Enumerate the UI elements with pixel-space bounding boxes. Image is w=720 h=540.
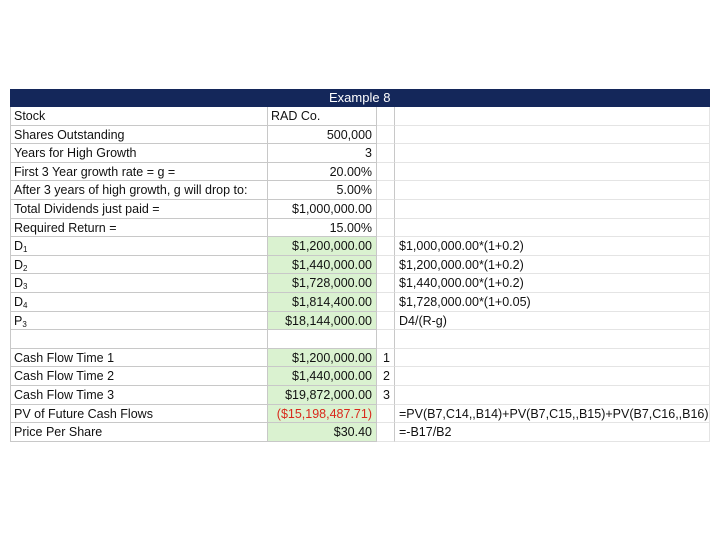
value-cell[interactable]: $1,814,400.00 <box>267 293 377 312</box>
note-cell[interactable] <box>395 107 710 126</box>
period-cell[interactable]: 3 <box>377 386 395 405</box>
table-row <box>10 256 710 275</box>
label-cell[interactable]: Required Return = <box>10 219 267 238</box>
empty-cell[interactable] <box>377 107 395 126</box>
empty-cell[interactable] <box>267 330 377 349</box>
empty-cell[interactable] <box>377 219 395 238</box>
label-cell[interactable]: Total Dividends just paid = <box>10 200 267 219</box>
note-cell[interactable] <box>395 349 710 368</box>
label-cell[interactable]: $D_3$ <box>10 274 267 293</box>
value-cell[interactable]: RAD Co. <box>267 107 377 126</box>
table-row <box>10 274 710 293</box>
note-cell[interactable]: $1,728,000.00*(1+0.05) <box>395 293 710 312</box>
empty-cell[interactable] <box>377 312 395 331</box>
table-row <box>10 349 710 368</box>
note-cell[interactable]: $1,200,000.00*(1+0.2) <box>395 256 710 275</box>
table-row <box>10 312 710 331</box>
table-row <box>10 386 710 405</box>
table-row <box>10 405 710 424</box>
note-cell[interactable] <box>395 386 710 405</box>
table-row <box>10 107 710 126</box>
label-cell[interactable]: $D_4$ <box>10 293 267 312</box>
empty-cell[interactable] <box>377 274 395 293</box>
table-row <box>10 163 710 182</box>
table-row <box>10 423 710 442</box>
note-cell[interactable]: $1,440,000.00*(1+0.2) <box>395 274 710 293</box>
empty-cell[interactable] <box>377 405 395 424</box>
value-cell[interactable]: $1,440,000.00 <box>267 256 377 275</box>
formula-cell[interactable]: =PV(B7,C14,,B14)+PV(B7,C15,,B15)+PV(B7,C16,,B16) <box>395 405 710 424</box>
note-cell[interactable] <box>395 163 710 182</box>
note-cell[interactable]: $1,000,000.00*(1+0.2) <box>395 237 710 256</box>
blank-row <box>10 330 710 349</box>
label-cell[interactable]: After 3 years of high growth, g will drop to: <box>10 181 267 200</box>
sheet-title: Example 8 <box>329 90 391 105</box>
label-cell[interactable]: Years for High Growth <box>10 144 267 163</box>
empty-cell[interactable] <box>377 237 395 256</box>
value-cell[interactable]: $1,440,000.00 <box>267 367 377 386</box>
label-cell[interactable]: $D_1$ <box>10 237 267 256</box>
empty-cell[interactable] <box>377 423 395 442</box>
value-cell[interactable]: $1,200,000.00 <box>267 349 377 368</box>
table-row <box>10 293 710 312</box>
empty-cell[interactable] <box>377 181 395 200</box>
empty-cell[interactable] <box>10 330 267 349</box>
note-cell[interactable] <box>395 144 710 163</box>
table-row <box>10 367 710 386</box>
value-cell[interactable]: $19,872,000.00 <box>267 386 377 405</box>
value-cell[interactable]: 3 <box>267 144 377 163</box>
table-row <box>10 219 710 238</box>
value-cell[interactable]: $1,728,000.00 <box>267 274 377 293</box>
title-bar <box>10 89 710 107</box>
empty-cell[interactable] <box>377 200 395 219</box>
label-cell[interactable]: First 3 Year growth rate = g = <box>10 163 267 182</box>
empty-cell[interactable] <box>377 126 395 145</box>
value-cell[interactable]: ($15,198,487.71) <box>267 405 377 424</box>
label-cell[interactable]: Cash Flow Time 3 <box>10 386 267 405</box>
note-cell[interactable]: D4/(R-g) <box>395 312 710 331</box>
formula-cell[interactable]: =-B17/B2 <box>395 423 710 442</box>
empty-cell[interactable] <box>377 256 395 275</box>
note-cell[interactable] <box>395 126 710 145</box>
table-row <box>10 181 710 200</box>
period-cell[interactable]: 2 <box>377 367 395 386</box>
note-cell[interactable] <box>395 200 710 219</box>
value-cell[interactable]: 20.00% <box>267 163 377 182</box>
label-cell[interactable]: Shares Outstanding <box>10 126 267 145</box>
empty-cell[interactable] <box>377 330 395 349</box>
label-cell[interactable]: Cash Flow Time 1 <box>10 349 267 368</box>
empty-cell[interactable] <box>377 163 395 182</box>
table-row <box>10 126 710 145</box>
label-cell[interactable]: Price Per Share <box>10 423 267 442</box>
empty-cell[interactable] <box>377 144 395 163</box>
table-row <box>10 200 710 219</box>
empty-cell[interactable] <box>395 330 710 349</box>
value-cell[interactable]: $18,144,000.00 <box>267 312 377 331</box>
empty-cell[interactable] <box>377 293 395 312</box>
label-cell[interactable]: $P_3$ <box>10 312 267 331</box>
period-cell[interactable]: 1 <box>377 349 395 368</box>
label-cell[interactable]: Cash Flow Time 2 <box>10 367 267 386</box>
value-cell[interactable]: $1,200,000.00 <box>267 237 377 256</box>
value-cell[interactable]: $30.40 <box>267 423 377 442</box>
table-row <box>10 144 710 163</box>
value-cell[interactable]: 500,000 <box>267 126 377 145</box>
label-cell[interactable]: PV of Future Cash Flows <box>10 405 267 424</box>
note-cell[interactable] <box>395 367 710 386</box>
label-cell[interactable]: Stock <box>10 107 267 126</box>
label-cell[interactable]: $D_2$ <box>10 256 267 275</box>
note-cell[interactable] <box>395 181 710 200</box>
value-cell[interactable]: 15.00% <box>267 219 377 238</box>
value-cell[interactable]: $1,000,000.00 <box>267 200 377 219</box>
note-cell[interactable] <box>395 219 710 238</box>
table-row <box>10 237 710 256</box>
spreadsheet <box>10 89 710 442</box>
value-cell[interactable]: 5.00% <box>267 181 377 200</box>
